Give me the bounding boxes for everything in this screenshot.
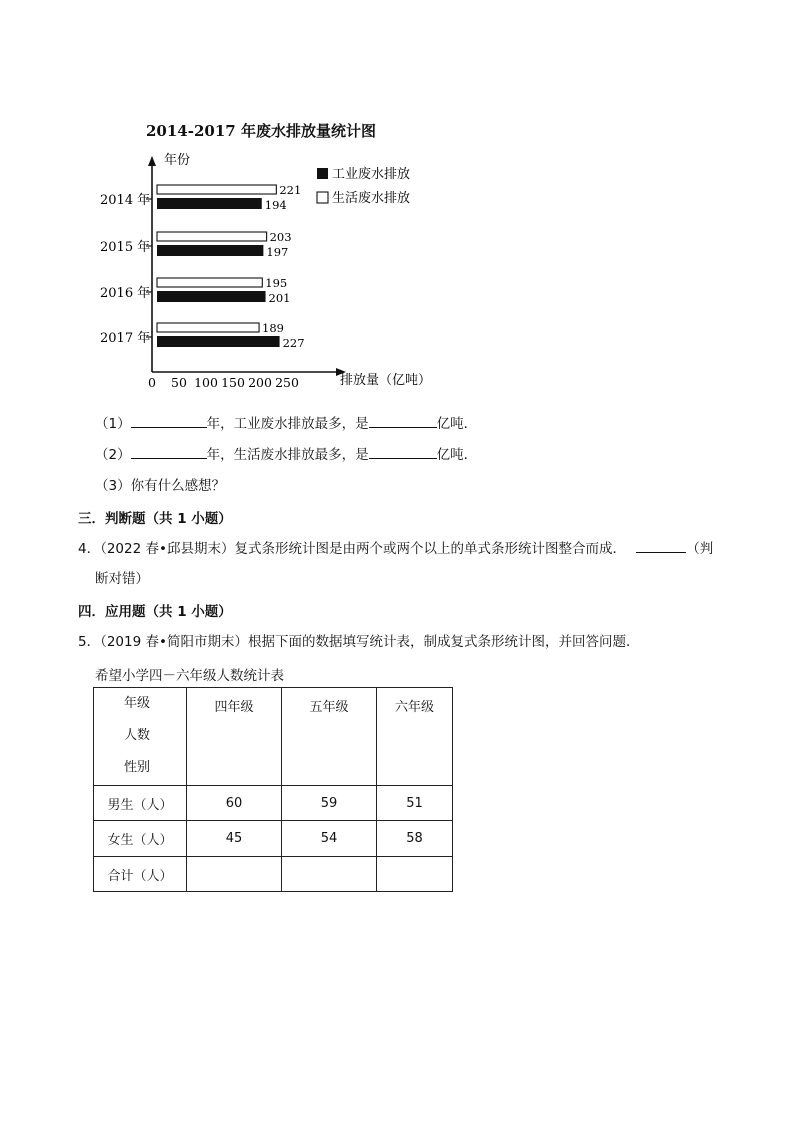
bar-industrial — [157, 291, 266, 302]
table-cell: 59 — [282, 786, 377, 821]
bar-domestic — [157, 185, 276, 194]
bar-industrial — [157, 198, 262, 209]
problem-4-line-2: 断对错） — [95, 571, 149, 587]
chart-title: 2014-2017 年废水排放量统计图 — [146, 122, 376, 140]
x-tick-label: 50 — [171, 375, 187, 390]
data-label-domestic: 203 — [269, 230, 292, 244]
table-cell: 51 — [377, 786, 453, 821]
answer-blank-amount-1[interactable] — [369, 413, 437, 428]
category-label: 2016 年 — [100, 286, 151, 301]
data-label-industrial: 194 — [264, 198, 287, 212]
problem-5: 5．（2019 春•简阳市期末）根据下面的数据填写统计表，制成复式条形统计图，并回答问题． — [78, 634, 640, 650]
section-4-title: 四．应用题（共 1 小题） — [78, 604, 232, 620]
table-row — [94, 821, 453, 857]
x-axis-label: 排放量（亿吨） — [340, 373, 432, 388]
total-input-cell[interactable] — [187, 857, 282, 892]
x-tick-label: 100 — [194, 375, 218, 390]
category-label: 2015 年 — [100, 240, 151, 255]
data-label-domestic: 189 — [262, 321, 285, 335]
data-label-domestic: 221 — [279, 183, 302, 197]
answer-blank-judge[interactable] — [636, 538, 686, 553]
problem-4 — [78, 538, 713, 559]
x-tick-label: 250 — [275, 375, 299, 390]
row-label-girls: 女生（人） — [94, 821, 187, 857]
question-2-unit: 亿吨． — [436, 447, 478, 463]
x-tick-label: 150 — [221, 375, 245, 390]
x-tick-label: 200 — [248, 375, 272, 390]
question-2 — [95, 444, 477, 465]
question-1-text: 年，工业废水排放最多，是 — [206, 416, 369, 432]
table-row — [94, 786, 453, 821]
table-cell: 60 — [187, 786, 282, 821]
category-label: 2017 年 — [100, 331, 151, 346]
bar-industrial — [157, 336, 280, 347]
bar-domestic — [157, 278, 262, 287]
question-2-number: （2） — [95, 447, 131, 463]
answer-blank-amount-2[interactable] — [369, 444, 437, 459]
table-caption: 希望小学四－六年级人数统计表 — [95, 668, 284, 684]
total-input-cell[interactable] — [377, 857, 453, 892]
category-label: 2014 年 — [100, 193, 151, 208]
y-axis-arrow — [148, 156, 156, 166]
header-count-label: 人数 — [124, 728, 151, 743]
problem-4-judge-open: （判 — [686, 541, 714, 557]
statistics-table — [93, 687, 453, 892]
answer-blank-year-1[interactable] — [131, 413, 207, 428]
y-axis-label: 年份 — [164, 153, 191, 168]
bar-chart — [90, 148, 450, 398]
header-grade-label: 年级 — [124, 696, 151, 711]
bar-domestic — [157, 323, 259, 332]
table-cell: 54 — [282, 821, 377, 857]
column-header-grade5: 五年级 — [282, 688, 377, 786]
question-1-number: （1） — [95, 416, 131, 432]
bar-domestic — [157, 232, 267, 241]
table-cell: 58 — [377, 821, 453, 857]
legend-label-industrial: 工业废水排放 — [332, 167, 411, 182]
x-tick-label: 0 — [148, 375, 156, 390]
table-cell: 45 — [187, 821, 282, 857]
question-1 — [95, 413, 477, 434]
legend-swatch-domestic — [317, 192, 328, 203]
question-3: （3）你有什么感想？ — [95, 478, 226, 494]
bar-industrial — [157, 245, 263, 256]
column-header-grade4: 四年级 — [187, 688, 282, 786]
table-row — [94, 857, 453, 892]
answer-blank-year-2[interactable] — [131, 444, 207, 459]
legend-label-domestic: 生活废水排放 — [332, 191, 411, 206]
row-label-boys: 男生（人） — [94, 786, 187, 821]
question-2-text: 年，生活废水排放最多，是 — [206, 447, 369, 463]
data-label-industrial: 227 — [282, 336, 305, 350]
data-label-industrial: 197 — [266, 245, 289, 259]
question-1-unit: 亿吨． — [436, 416, 478, 432]
table-header-diagonal — [94, 688, 187, 786]
problem-4-text: 4．（2022 春•邱县期末）复式条形统计图是由两个或两个以上的单式条形统计图整合而成． — [78, 541, 626, 557]
legend-swatch-industrial — [317, 168, 328, 179]
column-header-grade6: 六年级 — [377, 688, 453, 786]
data-label-domestic: 195 — [265, 276, 288, 290]
header-gender-label: 性别 — [124, 760, 151, 775]
total-input-cell[interactable] — [282, 857, 377, 892]
section-3-title: 三．判断题（共 1 小题） — [78, 511, 232, 527]
data-label-industrial: 201 — [268, 291, 291, 305]
row-label-total: 合计（人） — [94, 857, 187, 892]
